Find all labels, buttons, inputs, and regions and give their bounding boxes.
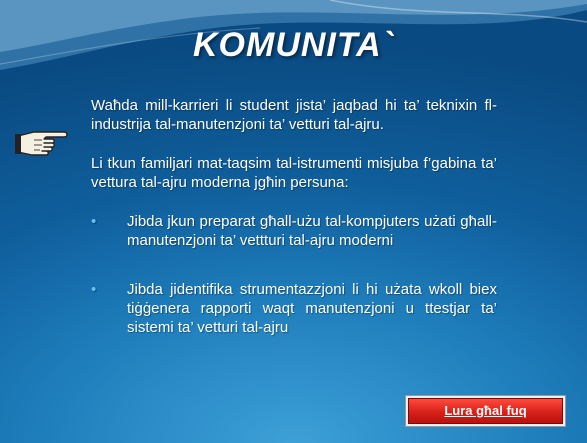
pointing-hand-icon <box>14 122 72 162</box>
bullet-icon: • <box>91 213 97 230</box>
slide-content <box>91 96 497 367</box>
bullet-text: Jibda jkun preparat għall-użu tal-kompjuters użati għall-manutenzjoni ta’ vettturi tal-ajru moderni <box>127 213 497 249</box>
slide-title: KOMUNITA` <box>193 26 394 64</box>
back-to-top-button[interactable]: Lura għal fuq <box>408 398 563 424</box>
intro-paragraph: Waħda mill-karrieri li student jista’ jaqbad hi ta’ teknixin fl-industrija tal-manutenzjoni ta’ vetturi tal-ajru. <box>91 97 497 133</box>
bullet-icon: • <box>91 281 97 298</box>
lead-paragraph: Li tkun familjari mat-taqsim tal-istrumenti misjuba f’gabina ta’ vettura tal-ajru moderna jgħin persuna: <box>91 155 497 191</box>
list-item <box>91 212 497 250</box>
bullet-text: Jibda jidentifika strumentazzjoni li hi użata wkoll biex tiġġenera rapporti waqt manutenzjoni u ttestjar ta’ sistemi ta’ vetturi tal-ajru <box>127 281 497 336</box>
list-item <box>91 280 497 337</box>
